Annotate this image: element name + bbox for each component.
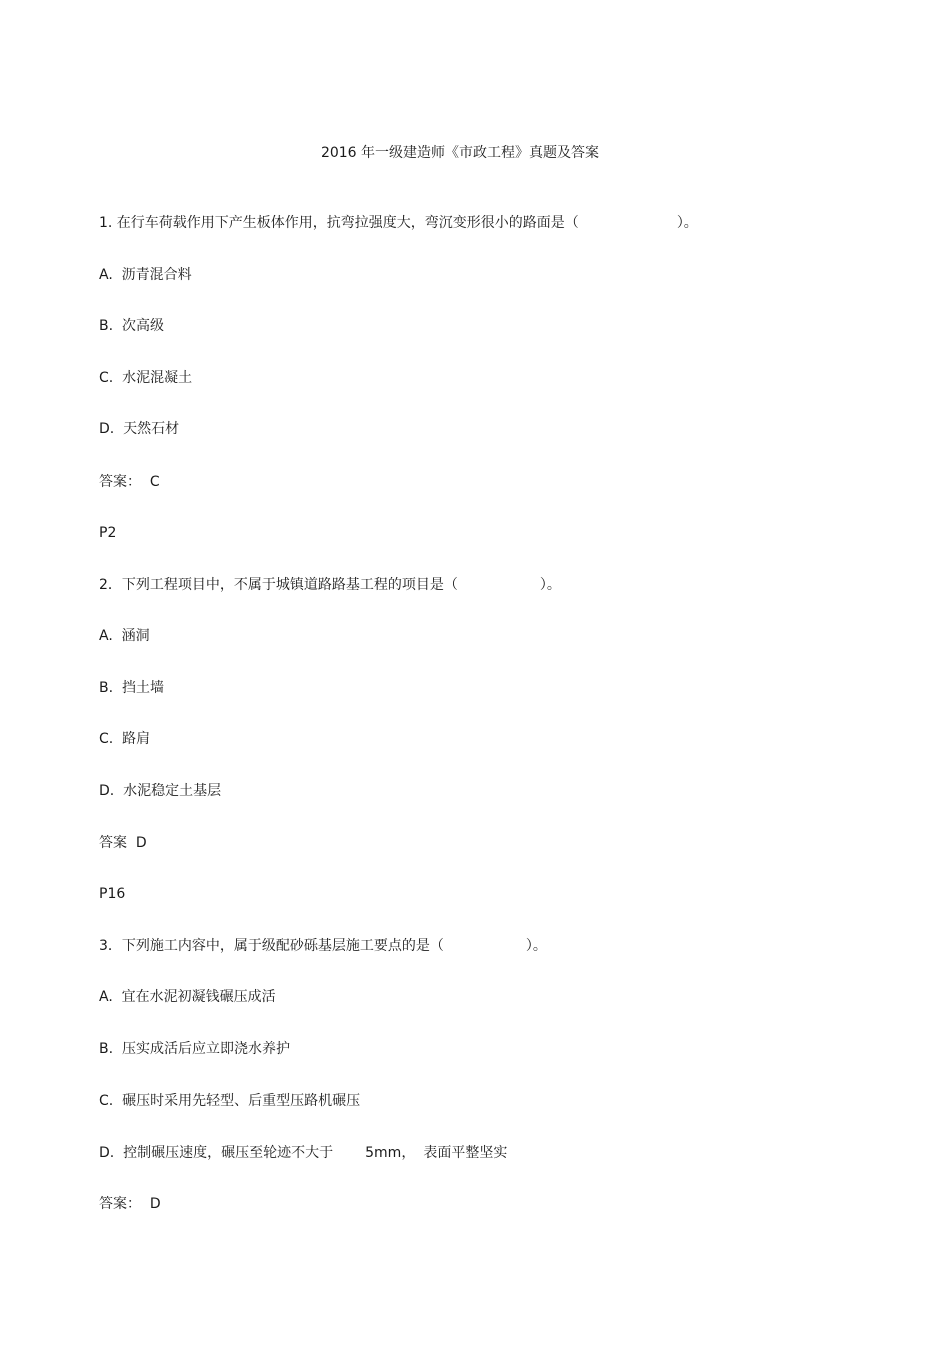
question-3-option-d <box>99 1143 507 1163</box>
question-3-option-d-text: D. 控制碾压速度，碾压至轮迹不大于 <box>99 1145 334 1161</box>
question-1-option-d: D. 天然石材 <box>99 421 180 437</box>
question-2-stem-text: 2．下列工程项目中，不属于城镇道路路基工程的项目是（ <box>99 577 458 593</box>
document-title: 2016 年一级建造师《市政工程》真题及答案 <box>320 145 600 161</box>
question-3-option-d-tail: 表面平整坚实 <box>423 1145 508 1161</box>
question-1-stem-end: ）。 <box>676 215 698 231</box>
question-2-option-c: C. 路肩 <box>99 731 151 747</box>
question-2-option-a: A. 涵洞 <box>99 628 150 644</box>
question-3-option-b: B. 压实成活后应立即浇水养护 <box>99 1041 290 1057</box>
question-3-option-c: C. 碾压时采用先轻型、后重型压路机碾压 <box>99 1093 361 1109</box>
question-1-page-ref: P2 <box>99 525 117 541</box>
question-3-stem <box>99 936 547 956</box>
question-1-option-a: A. 沥青混合料 <box>99 267 192 283</box>
question-2-option-d: D. 水泥稳定土基层 <box>99 783 222 799</box>
question-2-stem <box>99 575 561 595</box>
question-3-stem-text: 3．下列施工内容中，属于级配砂砾基层施工要点的是（ <box>99 938 444 954</box>
question-1-answer: 答案： C <box>99 474 160 490</box>
question-2-page-ref: P16 <box>99 886 126 902</box>
question-2-stem-end: ）。 <box>539 577 561 593</box>
question-1-option-c: C. 水泥混凝土 <box>99 370 193 386</box>
question-3-answer: 答案： D <box>99 1196 161 1212</box>
question-1-stem <box>99 213 698 233</box>
question-2-answer: 答案 D <box>99 835 147 851</box>
question-1-option-b: B. 次高级 <box>99 318 164 334</box>
question-3-stem-end: ）。 <box>525 938 547 954</box>
question-2-option-b: B. 挡土墙 <box>99 680 164 696</box>
question-3-option-d-value: 5mm， <box>365 1145 416 1161</box>
question-1-stem-text: 1. 在行车荷载作用下产生板体作用，抗弯拉强度大，弯沉变形很小的路面是（ <box>99 215 579 231</box>
question-3-option-a: A. 宜在水泥初凝钱碾压成活 <box>99 989 276 1005</box>
